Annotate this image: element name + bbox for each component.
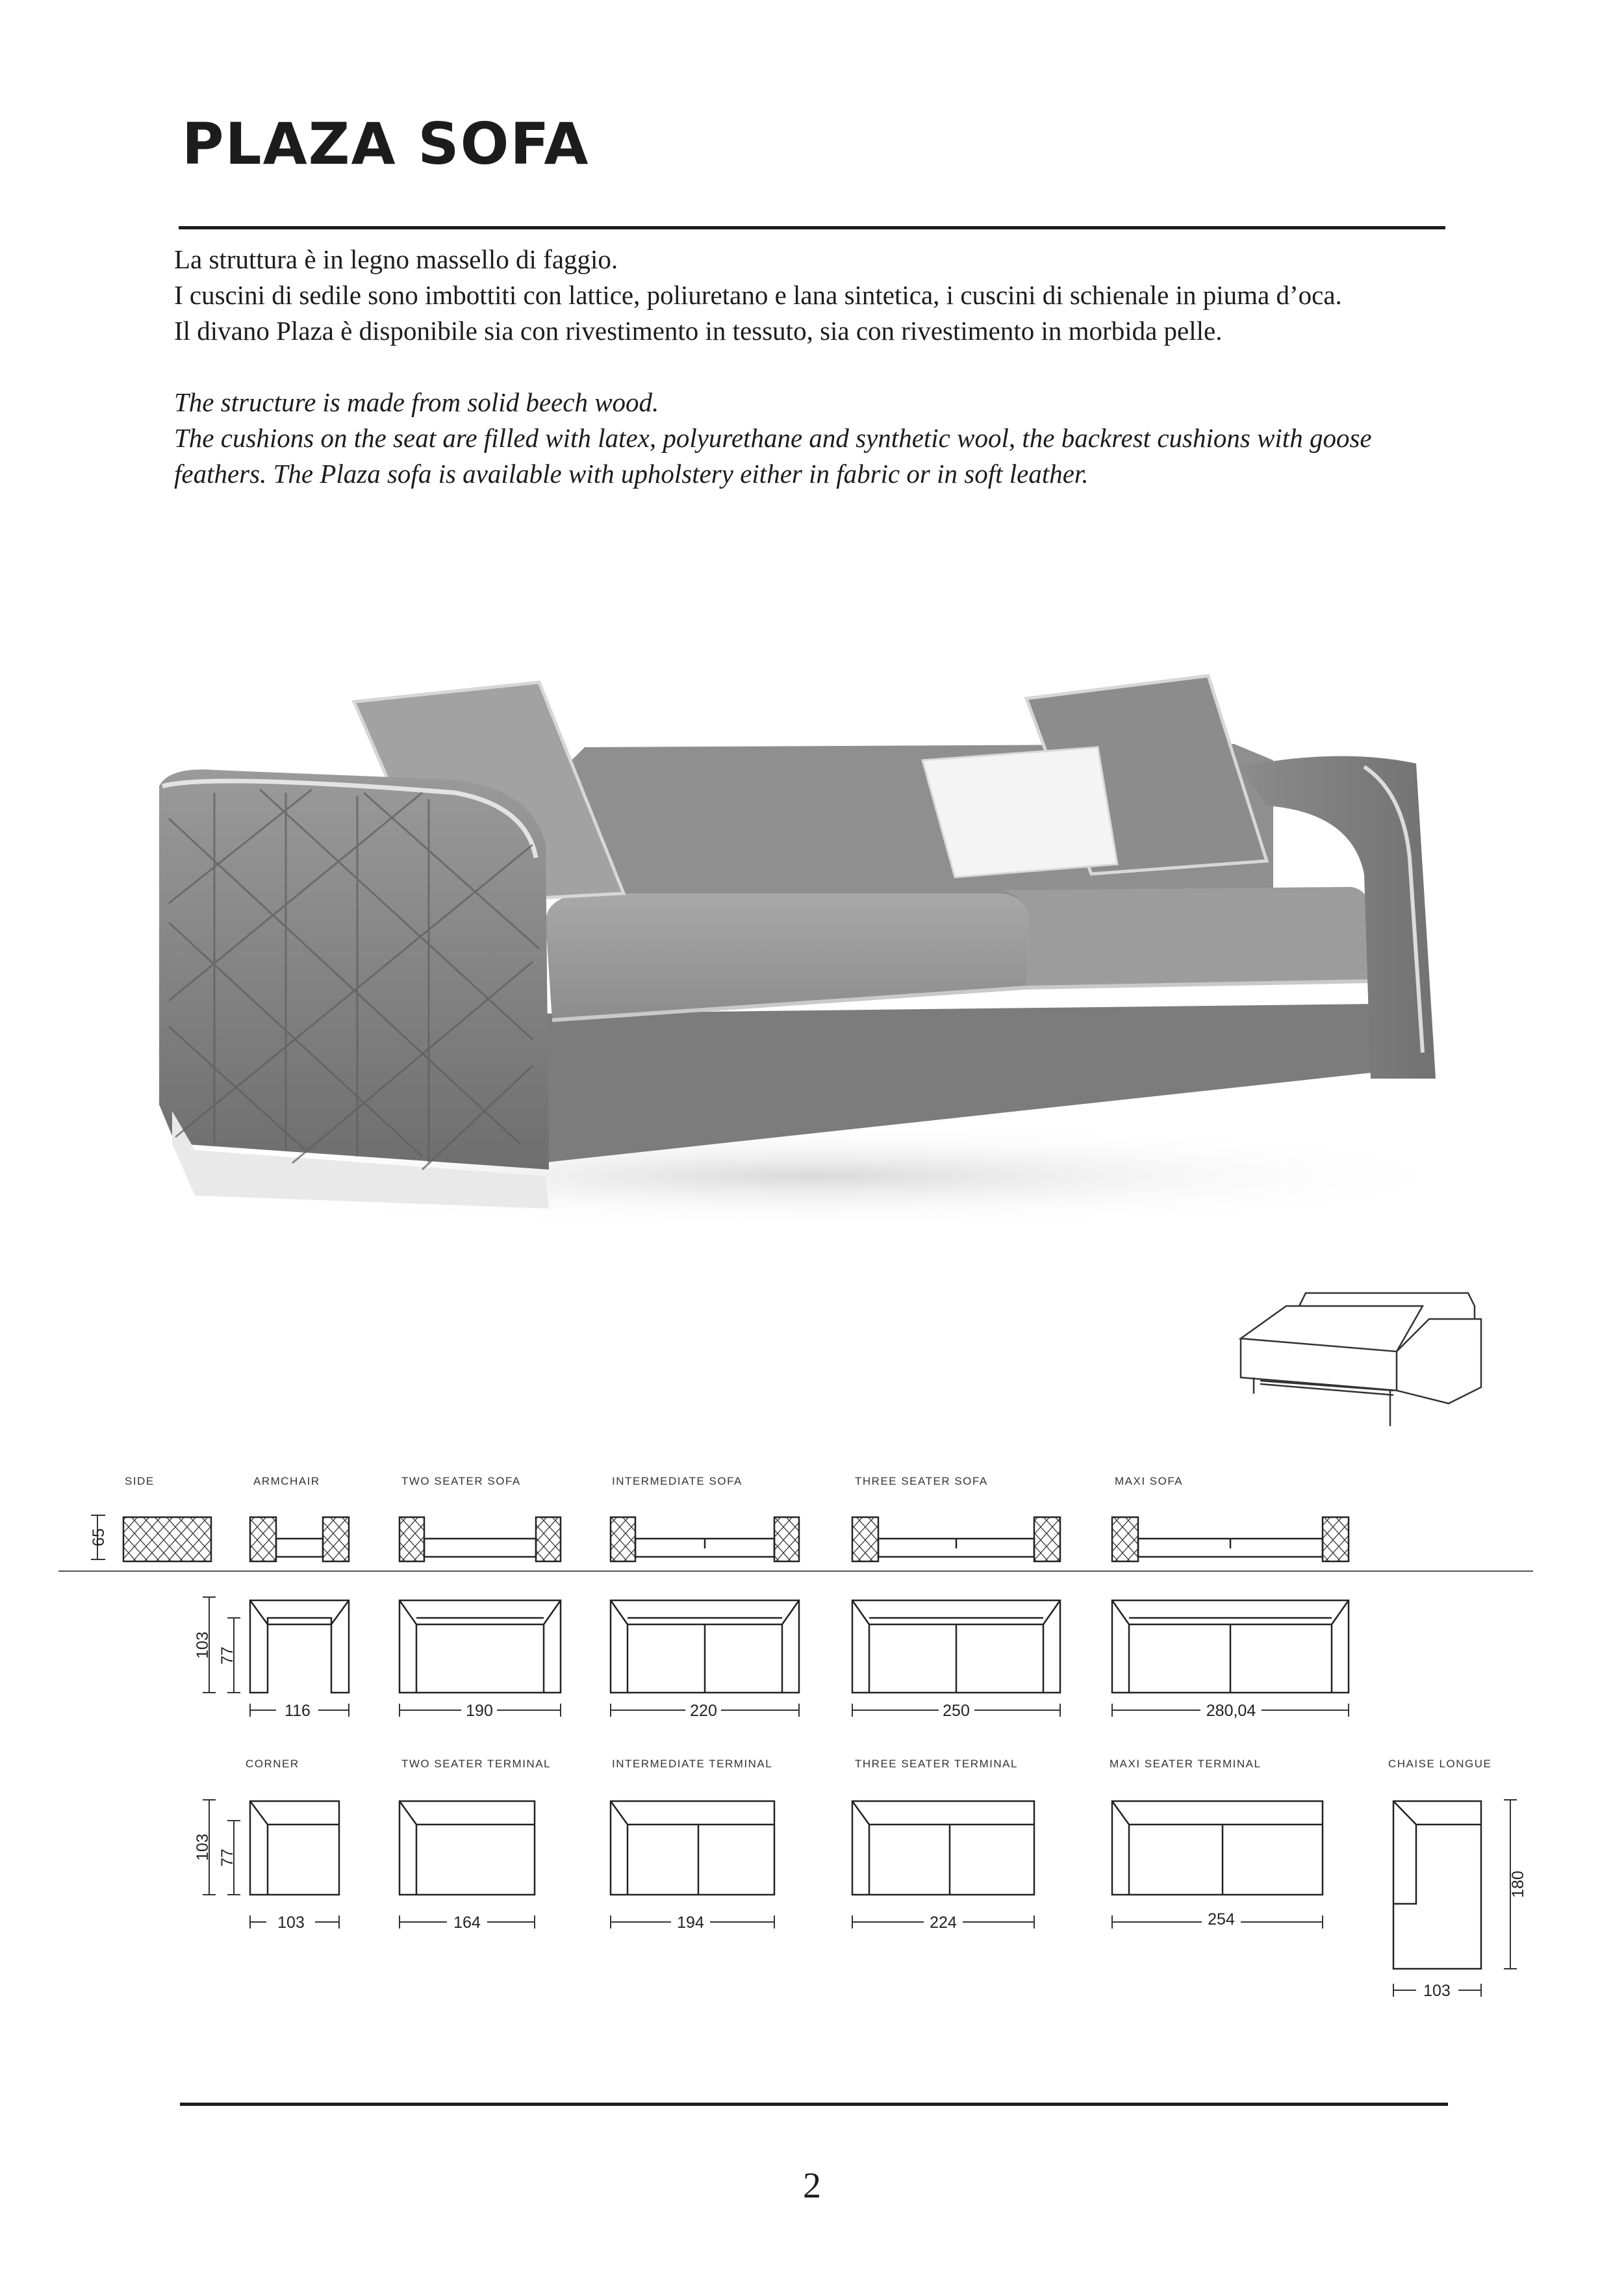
label-three-seater-sofa: THREE SEATER SOFA — [855, 1475, 988, 1487]
chaise-longue-width: 103 — [1423, 1982, 1451, 2000]
armchair-elevation — [250, 1517, 349, 1561]
maxi-elevation — [1112, 1517, 1349, 1561]
description-english-line: The cushions on the seat are filled with latex, polyurethane and synthetic wool, the backrest cushions with goose — [174, 423, 1372, 453]
corner-width: 103 — [277, 1914, 305, 1932]
two-seater-plan — [400, 1600, 561, 1693]
label-corner: CORNER — [246, 1758, 299, 1770]
chaise-length: 180 — [1509, 1871, 1527, 1898]
two-seater-elevation — [400, 1517, 561, 1561]
label-intermediate-sofa: INTERMEDIATE SOFA — [612, 1475, 742, 1487]
intermediate-width: 220 — [690, 1702, 717, 1720]
maxi-width: 280,04 — [1206, 1702, 1256, 1720]
label-three-seater-terminal: THREE SEATER TERMINAL — [855, 1758, 1018, 1770]
armchair-plan — [250, 1600, 349, 1693]
label-side: SIDE — [125, 1475, 155, 1487]
bottom-divider — [180, 2103, 1448, 2106]
label-maxi-seater-terminal: MAXI SEATER TERMINAL — [1110, 1758, 1262, 1770]
intermediate-plan — [611, 1600, 799, 1693]
row1-depth-seat: 77 — [218, 1646, 236, 1665]
label-two-seater-terminal: TWO SEATER TERMINAL — [401, 1758, 552, 1770]
description-italian-line: La struttura è in legno massello di faggio. — [174, 244, 618, 274]
three-seater-terminal-width: 224 — [930, 1914, 957, 1932]
description-italian-line: I cuscini di sedile sono imbottiti con lattice, poliuretano e lana sintetica, i cuscini di schienale in piuma d’oca. — [174, 280, 1342, 310]
label-maxi-sofa: MAXI SOFA — [1115, 1475, 1184, 1487]
label-chaise-longue: CHAISE LONGUE — [1388, 1758, 1492, 1770]
label-two-seater-sofa: TWO SEATER SOFA — [401, 1475, 521, 1487]
chaise-longue-plan — [1393, 1801, 1481, 1969]
description-english-line: feathers. The Plaza sofa is available with upholstery either in fabric or in soft leather. — [174, 459, 1089, 489]
three-seater-width: 250 — [943, 1702, 970, 1720]
intermediate-terminal-plan — [611, 1801, 774, 1895]
maxi-plan — [1112, 1600, 1349, 1693]
intermediate-elevation — [611, 1517, 799, 1561]
label-intermediate-terminal: INTERMEDIATE TERMINAL — [612, 1758, 773, 1770]
side-elevation — [123, 1517, 211, 1561]
page-number: 2 — [803, 2166, 821, 2206]
row2-depth-seat: 77 — [218, 1849, 236, 1867]
row2-depth-outer: 103 — [194, 1834, 212, 1861]
label-armchair: ARMCHAIR — [253, 1475, 320, 1487]
maxi-terminal-width: 254 — [1208, 1910, 1235, 1928]
height-value: 65 — [90, 1528, 108, 1546]
three-seater-elevation — [852, 1517, 1060, 1561]
armchair-width: 116 — [285, 1702, 311, 1720]
two-seater-width: 190 — [466, 1702, 493, 1720]
corner-plan — [250, 1801, 339, 1895]
three-seater-plan — [852, 1600, 1060, 1693]
maxi-terminal-plan — [1112, 1801, 1323, 1895]
description-english-line: The structure is made from solid beech wood. — [174, 387, 659, 417]
two-seater-terminal-width: 164 — [453, 1914, 481, 1932]
three-seater-terminal-plan — [852, 1801, 1034, 1895]
description-italian-line: Il divano Plaza è disponibile sia con rivestimento in tessuto, sia con rivestimento in morbida pelle. — [174, 316, 1223, 346]
intermediate-terminal-width: 194 — [677, 1914, 704, 1932]
two-seater-terminal-plan — [400, 1801, 535, 1895]
row1-depth-outer: 103 — [194, 1632, 212, 1659]
page-title: PLAZA SOFA — [182, 110, 590, 177]
